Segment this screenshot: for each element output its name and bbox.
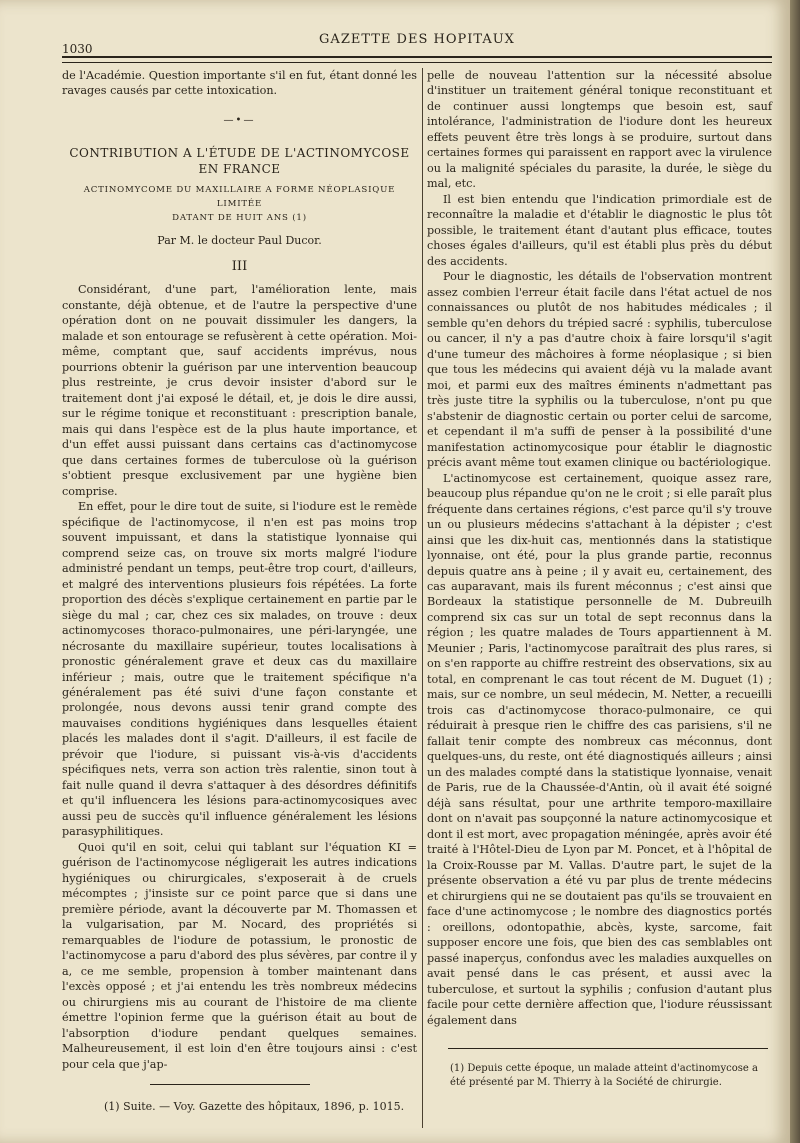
body-paragraph: Pour le diagnostic, les détails de l'observation montrent assez combien l'erreur était facile dans l'état actuel de nos connaissances ou plutôt de nos habitudes médicales ; il semble qu'en dehors du trépied sacré : syphilis, tuberculose ou cancer, il n'y a pas d'autre choix à faire lorsqu'il s'agit d'une tumeur des mâchoires à forme néoplasique ; si bien que tous les médecins qui avaient déjà vu la malade avant moi, et parmi eux des maîtres éminents n'admettant pas très juste titre la syphilis ou la tuberculose, n'ont pu que s'abstenir de diagnostic certain ou porter celui de sarcome, et cependant il m'a suffi de penser à la possibilité d'une manifestation actinomycosique pour établir le diagnostic précis avant même tout examen clinique ou bactériologique. [427, 270, 772, 470]
body-paragraph: Considérant, d'une part, l'amélioration lente, mais constante, déjà obtenue, et de l'autre la perspective d'une opération dont on ne pouvait dissimuler les dangers, la malade et son entourage se refusèrent à cette opération. Moi-même, comptant que, sauf accidents imprévus, nous pourrions obtenir la guérison par une intervention beaucoup plus restreinte, je crus devoir insister d'abord sur le traitement dont j'ai exposé le détail, et, je dois le dire aussi, sur le régime tonique et reconstituant : prescription banale, mais qui dans l'espèce est de la plus haute importance, et d'un effet aussi puissant dans certains cas d'actinomycose que dans certaines formes de tuberculose où la guérison s'obtient presque exclusivement par une hygiène bien comprise. [62, 283, 417, 498]
footnote-left: (1) Suite. — Voy. Gazette des hôpitaux, 1896, p. 1015. [104, 1100, 405, 1113]
body-paragraph: L'actinomycose est certainement, quoique assez rare, beaucoup plus répandue qu'on ne le croit ; si elle paraît plus fréquente dans certaines régions, c'est parce qu'il s'y trouve un ou plusieurs médecins s'attachant à la dépister ; c'est ainsi que les dix-huit cas, mentionnés dans la statistique lyonnaise, ont été, pour la plus grande partie, reconnus depuis quatre ans à peine ; il y avait eu, certainement, des cas auparavant, mais ils furent méconnus ; c'est ainsi que Bordeaux la statistique personnelle de M. Dubreuilh comprend six cas sur un total de sept reconnus dans la région ; les quatre malades de Tours appartiennent à M. Meunier ; Paris, l'actinomycose paraîtrait des plus rares, si on s'en rapporte au chiffre restreint des observations, six au total, en comprenant le cas tout récent de M. Duguet (1) ; mais, sur ce nombre, un seul médecin, M. Netter, a recueilli trois cas d'actinomycose thoraco-pulmonaire, ce qui réduirait à presque rien le chiffre des cas parisiens, s'il ne fallait tenir compte des nombreux cas méconnus, dont quelques-uns, du reste, ont été diagnostiqués ailleurs ; ainsi un des malades compté dans la statistique lyonnaise, venait de Paris, rue de la Chaussée-d'Antin, où il avait été soigné déjà sans résultat, pour une arthrite temporo-maxillaire dont on n'avait pas soupçonné la nature actinomycosique et dont il est mort, avec propagation méningée, après avoir été traité à l'Hôtel-Dieu de Lyon par M. Poncet, et à l'hôpital de la Croix-Rousse par M. Vallas. D'autre part, le sujet de la présente observation a été vu par plus de trente médecins et chirurgiens qui ne se doutaient pas qu'ils se trouvaient en face d'une actinomycose ; le nombre des diagnostics portés : oreillons, odontopathie, abcès, kyste, sarcome, fait supposer encore une fois, que bien des cas semblables ont passé inaperçus, confondus avec les maladies auxquelles on avait pensé dans le cas présent, et aussi avec la tuberculose, et surtout la syphilis ; confusion d'autant plus facile pour cette dernière affection que, l'iodure réussissant également dans [427, 471, 773, 1027]
page-header [62, 30, 772, 54]
page-number: 1030 [62, 42, 93, 56]
footnote-rule [150, 1084, 310, 1085]
body-paragraph: Quoi qu'il en soit, celui qui tablant sur l'équation KI = guérison de l'actinomycose négligerait les autres indications hygiéniques ou chirurgicales, s'exposerait à de cruels mécomptes ; j'insiste sur ce point parce que si dans une première période, avant la découverte par M. Thomassen et la vulgarisation, par M. Nocard, des propriétés si remarquables de l'iodure de potassium, le pronostic de l'actinomycose a paru d'abord des plus sévères, par contre il y a, ce me semble, propension à tomber maintenant dans l'excès opposé ; et j'ai entendu les très nombreux médecins ou chirurgiens mis au courant de l'histoire de ma cliente émettre l'opinion ferme que la guérison était au bout de l'absorption d'iodure pendant quelques semaines. Malheureusement, il est loin d'en être toujours ainsi : c'est pour cela que j'ap- [62, 840, 417, 1071]
section-number: III [231, 258, 248, 274]
header-rule [62, 56, 772, 58]
header-rule-thin [62, 62, 772, 63]
article-author: Par M. le docteur Paul Ducor. [157, 234, 322, 248]
left-column [62, 68, 417, 1072]
article-subtitle-line-2: DATANT DE HUIT ANS (1) [172, 213, 307, 224]
column-divider [422, 68, 423, 1128]
journal-title: GAZETTE DES HOPITAUX [319, 32, 515, 47]
body-paragraph: En effet, pour le dire tout de suite, si l'iodure est le remède spécifique de l'actinomycose, il n'en est pas moins trop souvent impuissant, et dans la statistique lyonnaise qui comprend seize cas, on trouve six morts malgré l'iodure administré pendant un temps, peut-être trop court, d'ailleurs, et malgré des interventions plusieurs fois répétées. La forte proportion des décès s'explique certainement en partie par le siège du mal ; car, chez ces six malades, on trouve : deux actinomycoses thoraco-pulmonaires, une péri-laryngée, une nécrosante du maxillaire supérieur, toutes localisations à pronostic généralement grave et deux cas du maxillaire inférieur ; mais, outre que le traitement spécifique n'a généralement pas été suivi d'une façon constante et prolongée, nous devons aussi tenir grand compte des mauvaises conditions hygiéniques dans lesquelles étaient placés les malades dont il s'agit. D'ailleurs, il est facile de prévoir que l'iodure, si puissant vis-à-vis d'accidents spécifiques nets, verra son action très ralentie, sinon tout à fait nulle quand il devra s'attaquer à des désordres définitifs et qu'il influencera les lésions para-actinomycosiques avec aussi peu de succès qu'il influence généralement les lésions parasyphilitiques. [62, 500, 417, 839]
body-paragraph: pelle de nouveau l'attention sur la nécessité absolue d'instituer un traitement général tonique reconstituant et de continuer aussi longtemps que besoin est, sauf intolérance, l'administration de l'iodure dont les heureux effets peuvent être très longs à se produire, surtout dans certaines formes qui paraissent en rapport avec la virulence ou la malignité spéciales du parasite, la durée, le siège du mal, etc. [427, 69, 772, 191]
section-ornament: —•— [223, 114, 256, 126]
intro-paragraph: de l'Académie. Question importante s'il en fut, étant donné les ravages causés par cette intoxication. [62, 69, 417, 98]
page-binding-edge [790, 0, 800, 1143]
article-title: CONTRIBUTION A L'ÉTUDE DE L'ACTINOMYCOSE EN FRANCE [69, 146, 410, 176]
right-column [427, 68, 772, 1028]
article-subtitle [62, 183, 417, 225]
footnote-rule [448, 1048, 768, 1049]
footnote-right: (1) Depuis cette époque, un malade atteint d'actinomycose a été présenté par M. Thierry à la Société de chirurgie. [450, 1063, 758, 1088]
body-paragraph: Il est bien entendu que l'indication primordiale est de reconnaître la maladie et d'établir le diagnostic le plus tôt possible, le traitement étant d'autant plus efficace, toutes choses égales d'ailleurs, qu'il est établi plus près du début des accidents. [427, 192, 772, 268]
article-subtitle-line-1: ACTINOMYCOME DU MAXILLAIRE A FORME NÉOPLASIQUE LIMITÉE [83, 185, 396, 210]
